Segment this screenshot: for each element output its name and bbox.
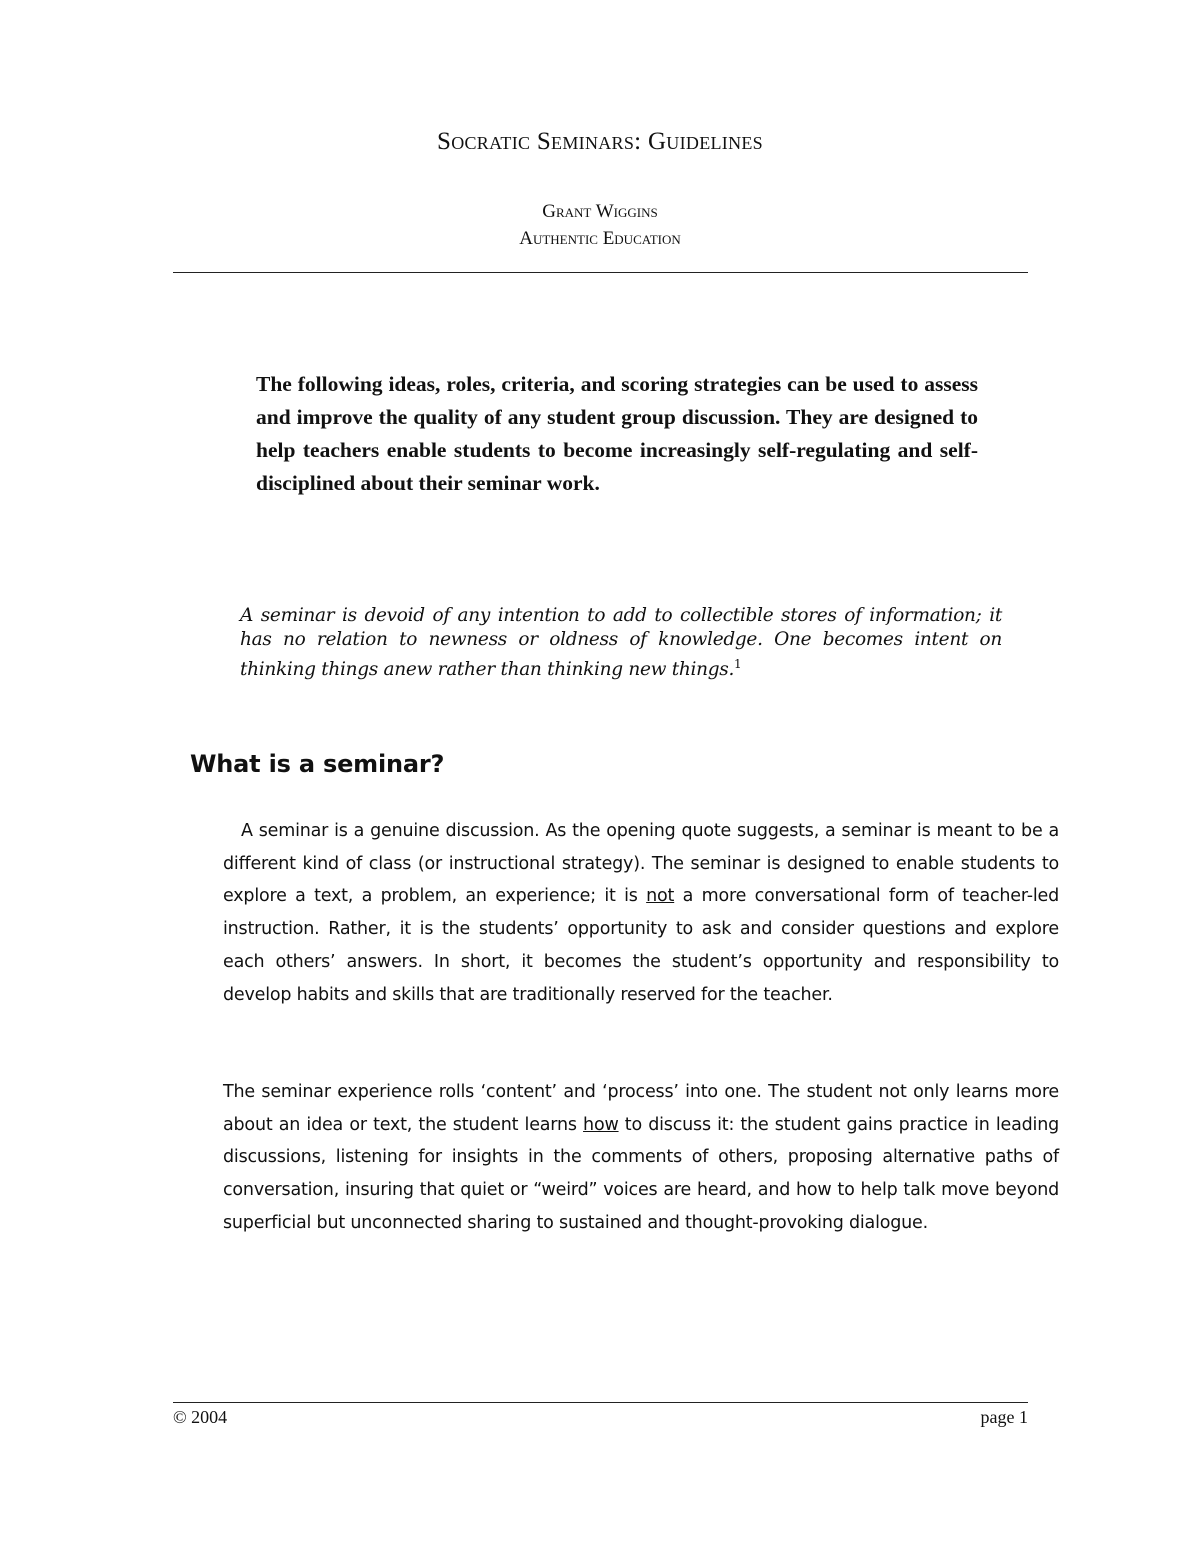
footer-copyright: © 2004 [173, 1407, 228, 1427]
footer-divider [173, 1402, 1028, 1403]
author-name: Grant Wiggins [542, 201, 658, 222]
author-block [0, 198, 1200, 252]
author-organization: Authentic Education [519, 228, 681, 249]
paragraph-1-text-b: a more conversational form of teacher-led instruction. Rather, it is the students’ opportunity to ask and consider questions and explore each others’ answers. In short, it becomes the student’s opportunity and responsibility to develop habits and skills that are traditionally reserved for the teacher. [223, 886, 1059, 1005]
paragraph-1-text-a: A seminar is a genuine discussion. As the opening quote suggests, a seminar is meant to be a different kind of class (or instructional strategy). The seminar is designed to enable students to explore a text, a problem, an experience; it is [223, 821, 1059, 907]
epigraph-quote [240, 604, 1002, 682]
paragraph-2-emphasis: how [583, 1114, 619, 1135]
section-heading: What is a seminar? [190, 750, 445, 778]
epigraph-text: A seminar is devoid of any intention to add to collectible stores of information; it has no relation to newness or oldness of knowledge. One becomes intent on thinking things anew rather than thinking new things. [240, 605, 1002, 681]
intro-paragraph: The following ideas, roles, criteria, and scoring strategies can be used to assess and improve the quality of any student group discussion. They are designed to help teachers enable students to become increasingly self-regulating and self-disciplined about their seminar work. [256, 372, 978, 495]
paragraph-1-emphasis: not [646, 886, 675, 907]
footer-page-number: page 1 [980, 1407, 1028, 1427]
body-paragraph-2 [223, 1076, 1059, 1240]
document-title: Socratic Seminars: Guidelines [436, 128, 763, 155]
paragraph-2-text-a: The seminar experience rolls ‘content’ and ‘process’ into one. The student not only learns more about an idea or text, the student learns [223, 1082, 1059, 1135]
paragraph-2-text-b: to discuss it: the student gains practice in leading discussions, listening for insights in the comments of others, proposing alternative paths of conversation, insuring that quiet or “weird” voices are heard, and how to help talk move beyond superficial but unconnected sharing to sustained and thought-provoking dialogue. [223, 1114, 1059, 1233]
body-paragraph-1 [223, 815, 1059, 1011]
header-divider [173, 272, 1028, 273]
footnote-marker: 1 [734, 657, 742, 671]
